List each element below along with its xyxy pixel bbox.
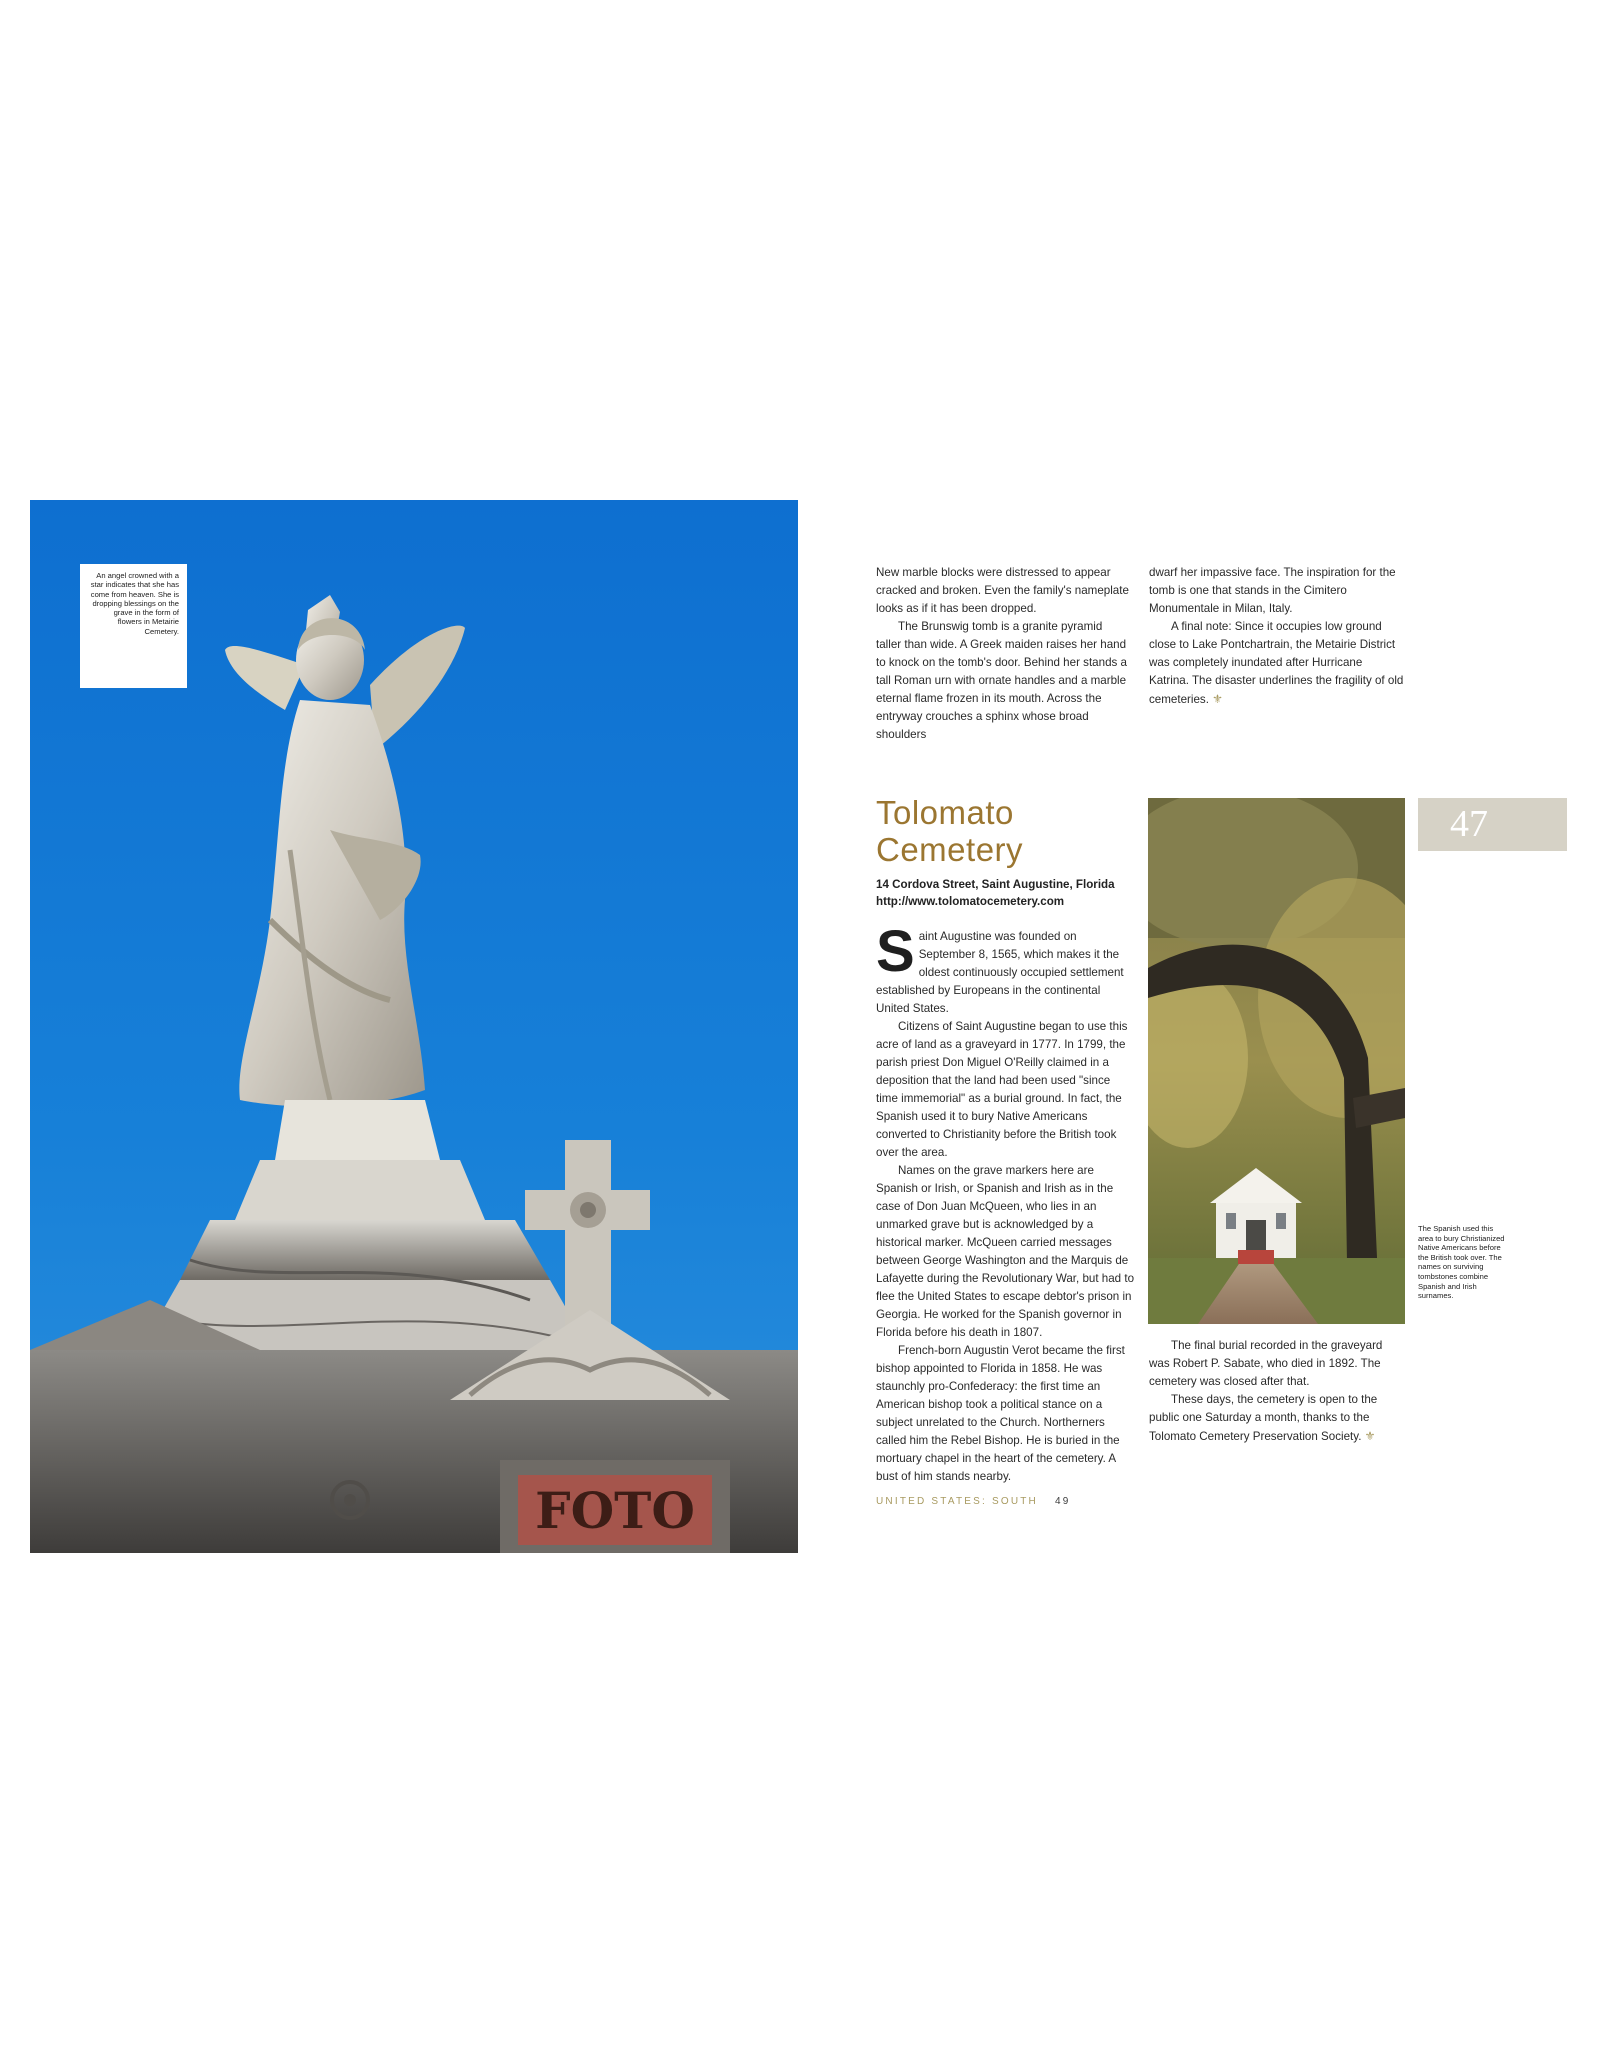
paragraph: French-born Augustin Verot became the first bishop appointed to Florida in 1858. He was staunchly pro-Confederacy: the first time an American bishop took a political stance on a subject unrelated to the Church. Northerners called him the Rebel Bishop. He is buried in the mortuary chapel in the heart of the cemetery. A bust of him stands nearby. xyxy=(876,1344,1125,1483)
address-block xyxy=(876,876,1136,910)
photo-caption-angel: An angel crowned with a star indicates that she has come from heaven. She is dropping blessings on the grave in the form of flowers in Metairie Cemetery. xyxy=(80,564,187,688)
article-column-1 xyxy=(876,919,1135,1486)
paragraph xyxy=(876,919,1134,1018)
paragraph: New marble blocks were distressed to appear cracked and broken. Even the family's nameplate looks as if it has been dropped. xyxy=(876,566,1129,615)
paragraph-text: A final note: Since it occupies low ground close to Lake Pontchartrain, the Metairie District was completely inundated after Hurricane Katrina. The disaster underlines the fragility of old cemeteries. xyxy=(1149,620,1404,706)
paragraph: The Brunswig tomb is a granite pyramid taller than wide. A Greek maiden raises her hand to knock on the tomb's door. Behind her stands a tall Roman urn with ornate handles and a marble eternal flame frozen in its mouth. Across the entryway crouches a sphinx whose broad shoulders xyxy=(876,620,1127,741)
paragraph xyxy=(1149,1391,1405,1446)
page-footer xyxy=(876,1496,1070,1507)
title-line-1: Tolomato xyxy=(876,794,1014,831)
section-title xyxy=(876,794,1126,868)
paragraph-text: These days, the cemetery is open to the public one Saturday a month, thanks to the Tolomato Cemetery Preservation Society. xyxy=(1149,1393,1378,1443)
paragraph-text: aint Augustine was founded on September 8, 1565, which makes it the oldest continuously occupied settlement established by Europeans in the continental United States. xyxy=(876,930,1124,1015)
continued-text-column-1 xyxy=(876,564,1130,744)
cemetery-chapel-photo xyxy=(1148,798,1405,1324)
paragraph: Names on the grave markers here are Spanish or Irish, or Spanish and Irish as in the case of Don Juan McQueen, who lies in an unmarked grave but is acknowledged by a historical marker. McQueen carried messages between George Washington and the Marquis de Lafayette during the Revolutionary War, but had to flee the United States to escape debtor's prison in Georgia. He worked for the Spanish governor in Florida before his death in 1807. xyxy=(876,1164,1135,1339)
paragraph: The final burial recorded in the graveyard was Robert P. Sabate, who died in 1892. The cemetery was closed after that. xyxy=(1149,1339,1383,1388)
plaque-text: FOTO xyxy=(535,1481,695,1540)
drop-cap: S xyxy=(876,919,915,984)
entry-number-badge: 47 xyxy=(1418,798,1567,851)
paragraph: Citizens of Saint Augustine began to use this acre of land as a graveyard in 1777. In 1799, the parish priest Don Miguel O'Reilly claimed in a deposition that the land had been used "since time immemorial" as a burial ground. In fact, the Spanish used it to bury Native Americans converted to Christianity before the British took over the area. xyxy=(876,1020,1128,1159)
continued-text-column-2 xyxy=(1149,564,1405,709)
page-number: 49 xyxy=(1054,1496,1071,1507)
footer-section-name: UNITED STATES: SOUTH xyxy=(876,1496,1038,1507)
paragraph xyxy=(1149,618,1405,709)
paragraph: dwarf her impassive face. The inspiration for the tomb is one that stands in the Cimitero Monumentale in Milan, Italy. xyxy=(1149,566,1396,615)
website-link[interactable]: http://www.tolomatocemetery.com xyxy=(876,895,1065,908)
end-mark-icon: ⚜ xyxy=(1364,1429,1376,1443)
street-address: 14 Cordova Street, Saint Augustine, Florida xyxy=(876,878,1115,891)
article-column-2 xyxy=(1149,1337,1405,1446)
photo-caption-chapel: The Spanish used this area to bury Christianized Native Americans before the British took over. The names on surviving tombstones combine Spanish and Irish surnames. xyxy=(1418,1224,1505,1301)
end-mark-icon: ⚜ xyxy=(1212,692,1223,706)
title-line-2: Cemetery xyxy=(876,831,1024,868)
